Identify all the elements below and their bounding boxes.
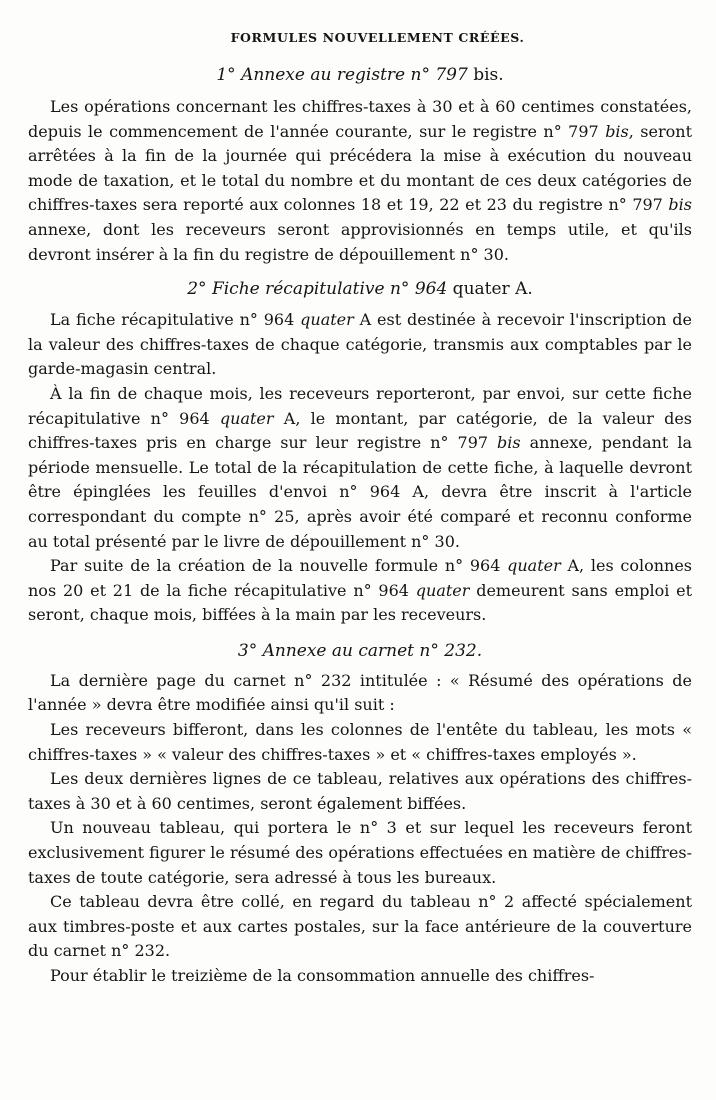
paragraph <box>28 554 692 628</box>
section-heading-plain: quater A. <box>447 279 533 300</box>
section-heading <box>28 65 692 85</box>
paragraph <box>28 767 692 816</box>
paragraph <box>28 718 692 767</box>
italic-run: quater <box>300 310 354 330</box>
text-run: Pour établir le treizième de la consommation annuelle des chiffres- <box>50 966 595 985</box>
text-run: Par suite de la création de la nouvelle formule n° 964 <box>50 556 508 576</box>
text-run: , seront arrêtées à la fin de la journée qui précédera la mise à exécution du nouveau mode de taxation, et le total du nombre et du montant de ces deux catégories de chiffres-taxes sera reporté aux colonnes 18 et 19, 22 et 23 du registre n° 797 <box>28 121 692 215</box>
italic-run: bis <box>605 121 629 141</box>
italic-run: bis <box>497 433 521 453</box>
section-heading-italic: 1° Annexe au registre n° 797 <box>216 65 468 85</box>
paragraph <box>28 669 692 718</box>
text-run: demeurent sans emploi et seront, chaque mois, biffées à la main par les receveurs. <box>28 580 693 625</box>
text-run: annexe, pendant la période mensuelle. Le total de la récapitulation de cette fiche, à laquelle devront être épinglées les feuilles d'envoi n° 964 A, devra être inscrit à l'article correspondant du compte n° 25, après avoir été comparé et reconnu conforme au total présenté par le livre de dépouillement n° 30. <box>28 433 692 551</box>
italic-run: quater <box>219 408 274 428</box>
paragraph <box>28 95 692 267</box>
text-run: A, le montant, par catégorie, de la valeur des chiffres-taxes pris en charge sur leur registre n° 797 <box>28 408 692 453</box>
paragraph <box>28 964 692 989</box>
section-annexe-registre-797 <box>28 65 692 267</box>
paragraph <box>28 382 692 554</box>
section-heading-italic: 2° Fiche récapitulative n° 964 <box>187 279 448 300</box>
text-run: A est destinée à recevoir l'inscription de la valeur des chiffres-taxes de chaque catégorie, transmis aux comptables par le garde-magasin central. <box>28 310 693 379</box>
text-run: Les deux dernières lignes de ce tableau, relatives aux opérations des chiffres-taxes à 30 et à 60 centimes, seront également biffées. <box>28 769 692 813</box>
paragraph <box>28 816 692 890</box>
text-run: Les opérations concernant les chiffres-taxes à 30 et à 60 centimes constatées, depuis le commencement de l'année courante, sur le registre n° 797 <box>28 97 692 141</box>
italic-run: quater <box>507 556 561 576</box>
text-run: A, les colonnes nos 20 et 21 de la fiche récapitulative n° 964 <box>28 556 693 600</box>
paragraph <box>28 890 692 964</box>
section-heading-plain: bis. <box>467 65 504 85</box>
section-heading-italic: 3° Annexe au carnet n° 232. <box>237 640 483 661</box>
paragraph <box>28 308 692 382</box>
text-run: La dernière page du carnet n° 232 intitulée : « Résumé des opérations de l'année » devra être modifiée ainsi qu'il suit : <box>28 670 692 715</box>
text-run: Les receveurs bifferont, dans les colonnes de l'entête du tableau, les mots « chiffres-taxes » « valeur des chiffres-taxes » et « chiffres-taxes employés ». <box>28 720 692 764</box>
text-run: La fiche récapitulative n° 964 <box>50 310 301 330</box>
section-heading <box>28 279 692 299</box>
italic-run: bis <box>668 195 692 215</box>
section-fiche-recapitulative-964 <box>28 279 692 628</box>
text-run: À la fin de chaque mois, les receveurs reporteront, par envoi, sur cette fiche récapitulative n° 964 <box>28 383 692 428</box>
text-run: Ce tableau devra être collé, en regard du tableau n° 2 affecté spécialement aux timbres-poste et aux cartes postales, sur la face antérieure de la couverture du carnet n° 232. <box>28 892 692 961</box>
section-heading <box>28 641 692 661</box>
section-annexe-carnet-232 <box>28 641 692 989</box>
running-head: FORMULES NOUVELLEMENT CRÉÉES. <box>230 30 525 45</box>
page-content <box>28 30 692 989</box>
italic-run: quater <box>415 580 470 600</box>
text-run: Un nouveau tableau, qui portera le n° 3 et sur lequel les receveurs feront exclusivement figurer le résumé des opérations effectuées en matière de chiffres-taxes de toute catégorie, sera adressé à tous les bureaux. <box>28 818 692 887</box>
text-run: annexe, dont les receveurs seront approvisionnés en temps utile, et qu'ils devront insérer à la fin du registre de dépouillement n° 30. <box>28 219 692 264</box>
